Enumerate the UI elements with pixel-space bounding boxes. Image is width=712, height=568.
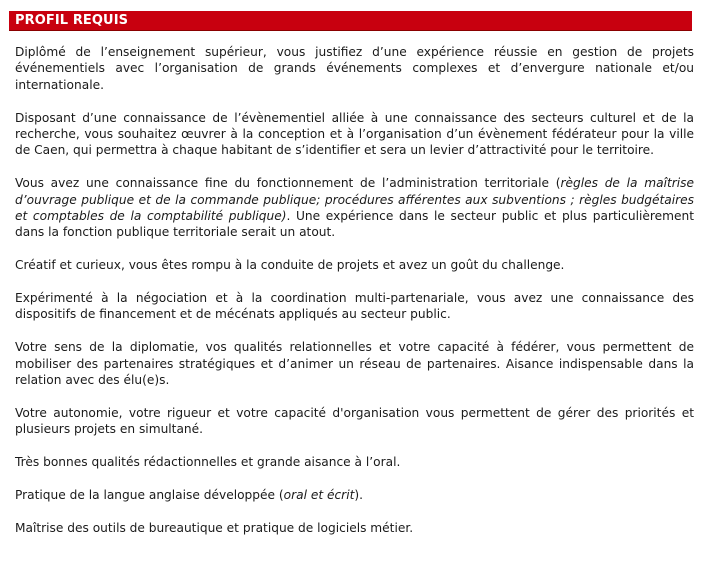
paragraph-english-italic: oral et écrit (283, 487, 355, 502)
section-header-bar (9, 11, 692, 31)
paragraph-administration-end: . Une expérience dans le secteur public et plus particulièrement dans la fonction publique territoriale serait un atout. (15, 209, 694, 240)
paragraph-administration (15, 175, 694, 241)
paragraph-english (15, 487, 694, 503)
paragraph-events-knowledge: Disposant d’une connaissance de l’évènementiel alliée à une connaissance des secteurs culturel et de la recherche, vous souhaitez œuvrer à la conception et à l’organisation d’un évènement fédérateur pour la ville de Caen, qui permettra à chaque habitant de s’identifier et sera un levier d’attractivité pour le territoire. (15, 110, 694, 158)
paragraph-english-end: ). (354, 487, 364, 502)
paragraph-administration-italic: règles de la maîtrise d’ouvrage publique et de la commande publique; procédures afférentes aux subventions ; règles budgétaires et comptables de la comptabilité publique) (15, 176, 694, 224)
paragraph-negotiation: Expérimenté à la négociation et à la coordination multi-partenariale, vous avez une connaissance des dispositifs de financement et de mécénats appliqués au secteur public. (15, 291, 694, 322)
paragraph-writing: Très bonnes qualités rédactionnelles et grande aisance à l’oral. (15, 455, 401, 470)
section-title: PROFIL REQUIS (15, 13, 129, 28)
paragraph-autonomy: Votre autonomie, votre rigueur et votre capacité d'organisation vous permettent de gérer des priorités et plusieurs projets en simultané. (15, 405, 694, 437)
paragraph-administration-start: Vous avez une connaissance fine du fonctionnement de l’administration territoriale ( (15, 176, 561, 191)
profile-body (15, 44, 694, 552)
paragraph-diplomacy: Votre sens de la diplomatie, vos qualités relationnelles et votre capacité à fédérer, vous permettent de mobiliser des partenaires stratégiques et d’animer un réseau de partenaires. Aisance indispensable dans la relation avec des élu(e)s. (15, 340, 694, 388)
paragraph-office-tools: Maîtrise des outils de bureautique et pratique de logiciels métier. (15, 520, 414, 535)
paragraph-english-start: Pratique de la langue anglaise développée ( (15, 487, 284, 502)
paragraph-education: Diplômé de l’enseignement supérieur, vous justifiez d’une expérience réussie en gestion de projets événementiels avec l’organisation de grands événements complexes et d’envergure nationale et/ou internationale. (15, 45, 694, 92)
paragraph-creativity: Créatif et curieux, vous êtes rompu à la conduite de projets et avez un goût du challenge. (15, 258, 565, 273)
